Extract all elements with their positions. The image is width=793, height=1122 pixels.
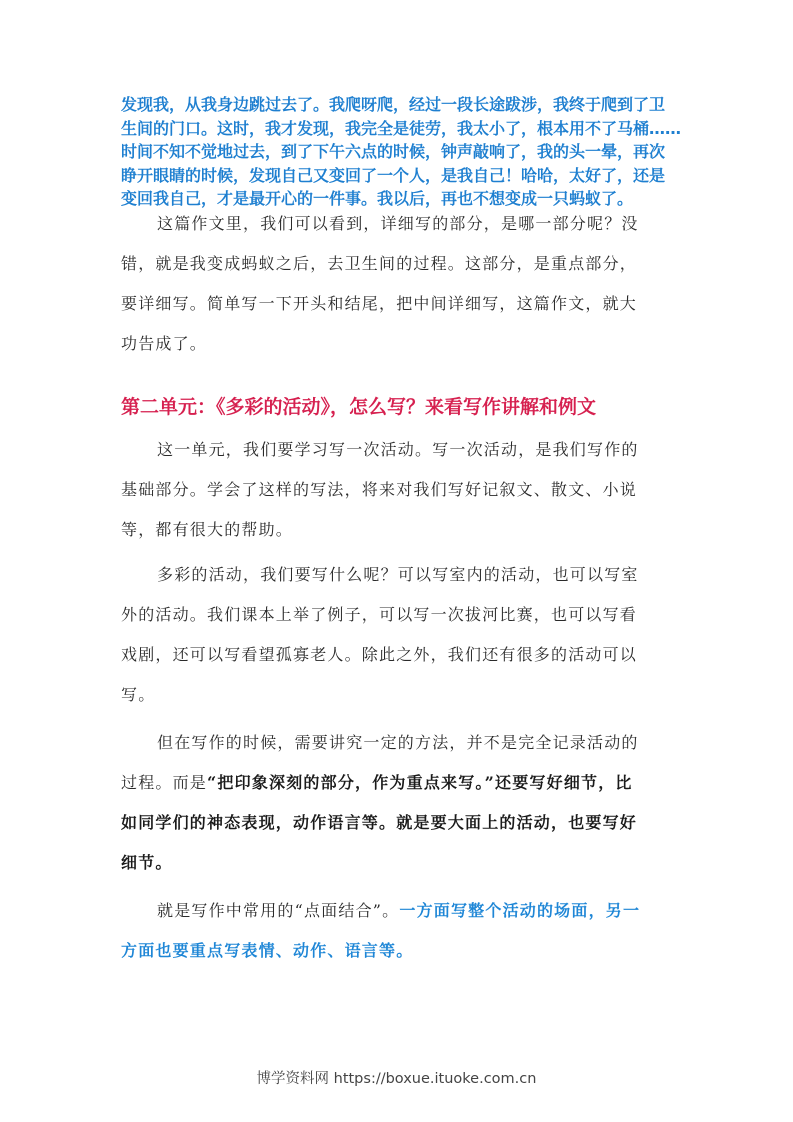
paragraph-line: 基础部分。学会了这样的写法，将来对我们写好记叙文、散文、小说	[121, 480, 638, 499]
blue-emphasis: 方面也要重点写表情、动作、语言等。	[121, 941, 414, 960]
plain-text: 过程。而是	[121, 773, 208, 792]
paragraph-line	[121, 891, 673, 931]
paragraph-line: 等，都有很大的帮助。	[121, 520, 294, 539]
paragraph-line: 戏剧，还可以写看望孤寡老人。除此之外，我们还有很多的活动可以	[121, 645, 638, 664]
excerpt-line: 变回我自己，才是最开心的一件事。我以后，再也不想变成一只蚂蚁了。	[121, 189, 634, 208]
plain-text: 就是写作中常用的“点面结合”。	[157, 901, 400, 920]
paragraph-line: 写。	[121, 685, 156, 704]
paragraph-line: 功告成了。	[121, 334, 208, 353]
paragraph-line: 要详细写。简单写一下开头和结尾，把中间详细写，这篇作文，就大	[121, 294, 638, 313]
paragraph-line: 错，就是我变成蚂蚁之后，去卫生间的过程。这部分，是重点部分，	[121, 254, 638, 273]
excerpt-line: 发现我，从我身边跳过去了。我爬呀爬，经过一段长途跋涉，我终于爬到了卫	[121, 95, 666, 114]
page-footer: 博学资料网 https://boxue.ituoke.com.cn	[256, 1071, 537, 1087]
paragraph-line: 多彩的活动，我们要写什么呢？可以写室内的活动，也可以写室	[157, 565, 639, 584]
excerpt-line: 时间不知不觉地过去，到了下午六点的时候，钟声敲响了，我的头一晕，再次	[121, 142, 666, 161]
combination-paragraph	[121, 891, 673, 971]
bold-emphasis: “把印象深刻的部分，作为重点来写。”还要写好细节，比	[207, 773, 633, 792]
bold-emphasis: 细节。	[121, 853, 173, 872]
activities-paragraph	[121, 555, 673, 715]
bold-emphasis: 如同学们的神态表现，动作语言等。就是要大面上的活动，也要写好	[121, 813, 638, 832]
excerpt-line: 生间的门口。这时，我才发现，我完全是徒劳，我太小了，根本用不了马桶……	[121, 118, 682, 138]
paragraph-line: 这一单元，我们要学习写一次活动。写一次活动，是我们写作的	[157, 440, 639, 459]
paragraph-line: 但在写作的时候，需要讲究一定的方法，并不是完全记录活动的	[157, 733, 639, 752]
intro-paragraph	[121, 430, 673, 550]
method-paragraph	[121, 723, 673, 883]
paragraph-line	[121, 763, 673, 803]
excerpt-line: 睁开眼睛的时候，发现自己又变回了一个人，是我自己！哈哈，太好了，还是	[121, 165, 666, 185]
blue-emphasis: 一方面写整个活动的场面，另一	[399, 901, 641, 920]
analysis-paragraph	[121, 204, 673, 364]
paragraph-line: 外的活动。我们课本上举了例子，可以写一次拔河比赛，也可以写看	[121, 605, 638, 624]
paragraph-line: 这篇作文里，我们可以看到，详细写的部分，是哪一部分呢？没	[157, 214, 639, 233]
example-essay-excerpt	[121, 93, 681, 211]
section-heading: 第二单元：《多彩的活动》，怎么写？来看写作讲解和例文	[121, 396, 597, 418]
